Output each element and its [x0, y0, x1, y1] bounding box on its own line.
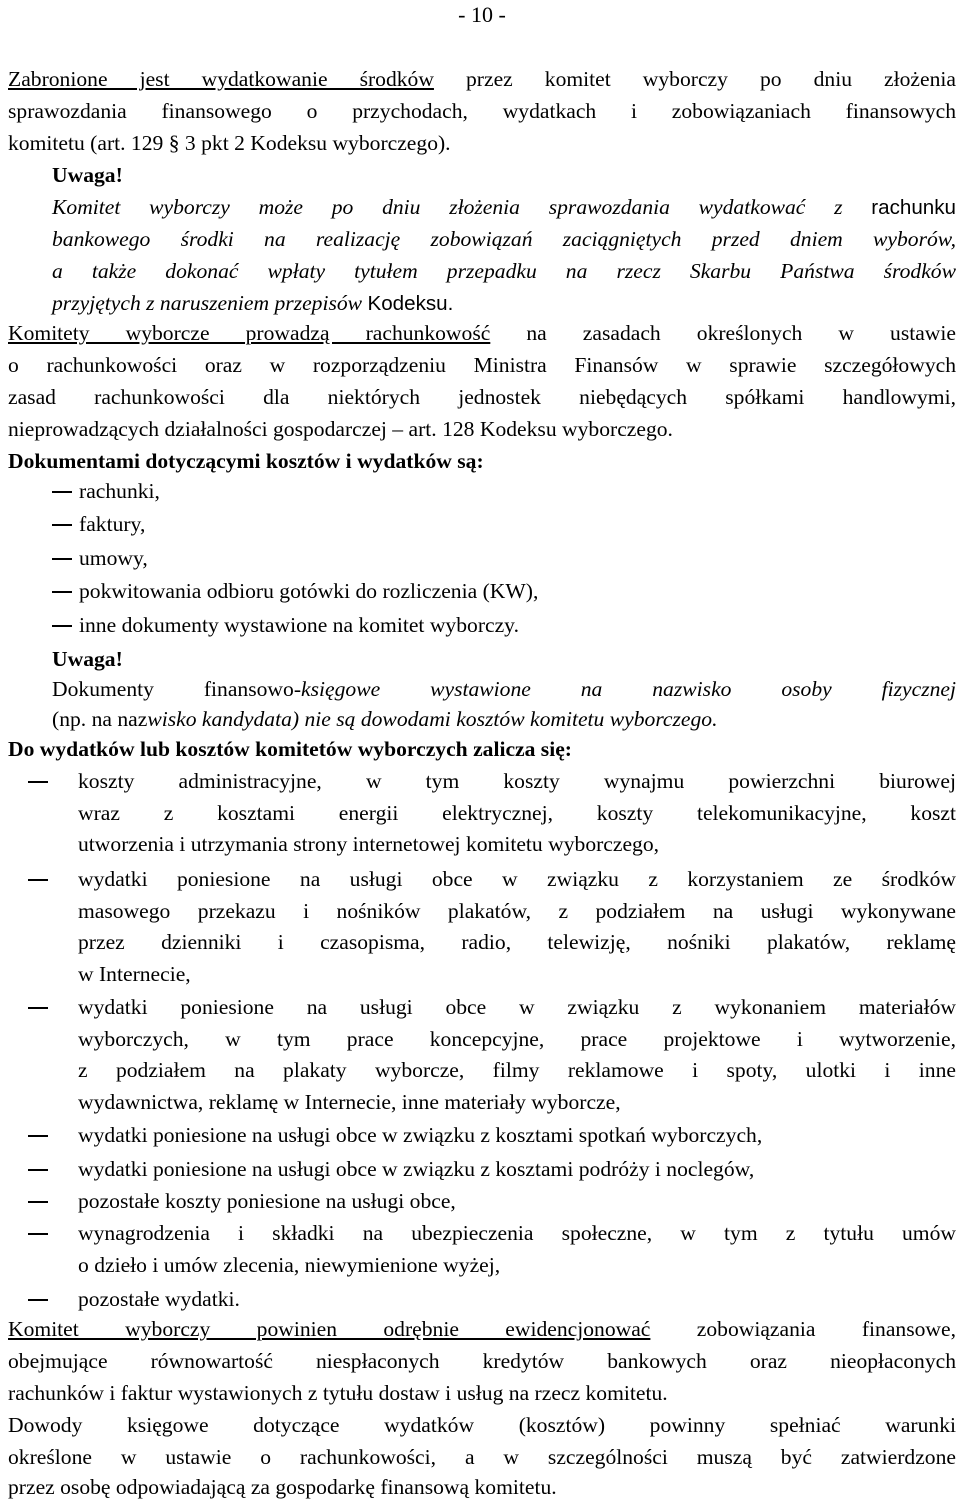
- costs-list-line: [22, 1024, 956, 1054]
- para1-line2: sprawozdania finansowego o przychodach, wydatkach i zobowiązaniach finansowych: [8, 99, 956, 123]
- dash-bullet-icon: [28, 1299, 48, 1301]
- note1-line1: [52, 192, 956, 222]
- costs-list-line: [22, 798, 956, 828]
- documents-list-item-text: faktury,: [79, 512, 146, 536]
- documents-list-item-text: inne dokumenty wystawione na komitet wyborczy.: [79, 613, 519, 637]
- para2-line3: zasad rachunkowości dla niektórych jednostek niebędących spółkami handlowymi,: [8, 385, 956, 409]
- dash-bullet-icon: [28, 879, 48, 881]
- costs-list-line: [22, 1120, 956, 1150]
- costs-list-line-text: wraz z kosztami energii elektrycznej, koszty telekomunikacyjne, koszt: [78, 800, 956, 825]
- costs-list-line-text: wydawnictwa, reklamę w Internecie, inne materiały wyborcze,: [78, 1089, 621, 1114]
- note2-line2-italic: wisko kandydata) nie są dowodami kosztów komitetu wyborczego.: [147, 707, 718, 731]
- costs-list-line-text: wynagrodzenia i składki na ubezpieczenia społeczne, w tym z tytułu umów: [78, 1221, 956, 1245]
- para1-line1-rest: przez komitet wyborczy po dniu złożenia: [433, 67, 956, 91]
- para3-line2: obejmujące równowartość niespłaconych kredytów bankowych oraz nieopłaconych: [8, 1349, 956, 1373]
- note1-line4-italic: przyjętych z naruszeniem przepisów: [52, 291, 368, 315]
- costs-list-line: [22, 1284, 956, 1314]
- para4-line1: Dowody księgowe dotyczące wydatków (kosztów) powinny spełniać warunki: [8, 1413, 956, 1437]
- dash-bullet-icon: [28, 781, 48, 783]
- documents-list-item-text: umowy,: [79, 546, 148, 570]
- note1-label: Uwaga!: [52, 163, 123, 187]
- dash-bullet-icon: [28, 1233, 48, 1235]
- documents-list-item-text: rachunki,: [79, 479, 160, 503]
- dash-bullet-icon: [52, 591, 72, 593]
- note2-line2: [52, 704, 718, 734]
- heading-documents: Dokumentami dotyczącymi kosztów i wydatków są:: [8, 449, 484, 473]
- para3-line1-rest: zobowiązania finansowe,: [650, 1317, 956, 1341]
- costs-list-line: [22, 864, 956, 894]
- dash-bullet-icon: [28, 1169, 48, 1171]
- para4-line3: przez osobę odpowiadającą za gospodarkę finansową komitetu.: [8, 1475, 557, 1499]
- note1-line1-italic: Komitet wyborczy może po dniu złożenia sprawozdania wydatkować z: [52, 195, 872, 219]
- costs-list-line-text: przez dzienniki i czasopisma, radio, telewizję, nośniki plakatów, reklamę: [78, 930, 956, 954]
- costs-list-line-text: pozostałe wydatki.: [78, 1287, 240, 1311]
- note1-line4-normal: Kodeksu.: [367, 292, 454, 315]
- note2-label: Uwaga!: [52, 647, 123, 671]
- costs-list-line-text: wydatki poniesione na usługi obce w związku z wykonaniem materiałów: [78, 995, 956, 1019]
- note1-line2: bankowego środki na realizację zobowiązań zaciągniętych przed dniem wyborów,: [52, 227, 956, 251]
- costs-list-line: [22, 927, 956, 957]
- heading-costs: Do wydatków lub kosztów komitetów wyborczych zalicza się:: [8, 737, 572, 761]
- para1-line1: [8, 64, 956, 94]
- para3-line1: [8, 1314, 956, 1344]
- costs-list-line: [22, 896, 956, 926]
- note2-line1: [52, 674, 956, 704]
- note1-line4: [52, 288, 453, 318]
- para1-line3: komitetu (art. 129 § 3 pkt 2 Kodeksu wyborczego).: [8, 131, 451, 155]
- costs-list-line: [22, 1087, 956, 1117]
- note1-line1-normal: rachunku: [871, 196, 956, 219]
- costs-list-line-text: wyborczych, w tym prace koncepcyjne, prace projektowe i wytworzenie,: [78, 1026, 956, 1051]
- page-number: - 10 -: [458, 2, 506, 27]
- para2-line2: o rachunkowości oraz w rozporządzeniu Ministra Finansów w sprawie szczegółowych: [8, 353, 956, 377]
- para1-underlined: Zabronione jest wydatkowanie środków: [8, 67, 434, 91]
- costs-list-line-text: z podziałem na plakaty wyborcze, filmy reklamowe i spoty, ulotki i inne: [78, 1058, 956, 1082]
- costs-list-line: [22, 992, 956, 1022]
- note2-line1-normal: Dokumenty finansowo-: [52, 677, 302, 701]
- note2-line1-italic: księgowe wystawione na nazwisko osoby fizycznej: [301, 677, 956, 701]
- documents-list-item-text: pokwitowania odbioru gotówki do rozliczenia (KW),: [79, 579, 539, 603]
- costs-list-line-text: masowego przekazu i nośników plakatów, z podziałem na usługi wykonywane: [78, 898, 956, 923]
- dash-bullet-icon: [52, 558, 72, 560]
- costs-list-line: [22, 959, 956, 989]
- costs-list-line-text: koszty administracyjne, w tym koszty wynajmu powierzchni biurowej: [78, 769, 956, 793]
- para4-line2: określone w ustawie o rachunkowości, a w szczególności muszą być zatwierdzone: [8, 1445, 956, 1469]
- dash-bullet-icon: [28, 1201, 48, 1203]
- para2-underlined: Komitety wyborcze prowadzą rachunkowość: [8, 321, 491, 345]
- costs-list-line-text: wydatki poniesione na usługi obce w związku z kosztami spotkań wyborczych,: [78, 1123, 763, 1147]
- note2-line2-normal: (np. na naz: [52, 707, 148, 731]
- para2-line4: nieprowadzących działalności gospodarczej – art. 128 Kodeksu wyborczego.: [8, 417, 673, 441]
- para2-line1-rest: na zasadach określonych w ustawie: [490, 321, 956, 345]
- costs-list-line-text: wydatki poniesione na usługi obce w związku z korzystaniem ze środków: [78, 867, 956, 891]
- costs-list-line: [22, 1055, 956, 1085]
- costs-list-line: [22, 829, 956, 859]
- costs-list-line-text: utworzenia i utrzymania strony internetowej komitetu wyborczego,: [78, 832, 660, 856]
- dash-bullet-icon: [52, 524, 72, 526]
- costs-list-line: [22, 1154, 956, 1184]
- costs-list-line-text: pozostałe koszty poniesione na usługi obce,: [78, 1189, 456, 1213]
- note1-line3: a także dokonać wpłaty tytułem przepadku na rzecz Skarbu Państwa środków: [52, 259, 956, 283]
- dash-bullet-icon: [28, 1135, 48, 1137]
- costs-list-line-text: o dzieło i umów zlecenia, niewymienione wyżej,: [78, 1252, 501, 1277]
- dash-bullet-icon: [52, 625, 72, 627]
- costs-list-line-text: wydatki poniesione na usługi obce w związku z kosztami podróży i noclegów,: [78, 1157, 755, 1181]
- para2-line1: [8, 318, 956, 348]
- para3-line3: rachunków i faktur wystawionych z tytułu dostaw i usług na rzecz komitetu.: [8, 1381, 668, 1405]
- costs-list-line: [22, 1186, 956, 1216]
- costs-list-line: [22, 766, 956, 796]
- costs-list-line: [22, 1218, 956, 1248]
- costs-list-line: [22, 1250, 956, 1280]
- costs-list-line-text: w Internecie,: [78, 961, 191, 986]
- dash-bullet-icon: [28, 1007, 48, 1009]
- dash-bullet-icon: [52, 491, 72, 493]
- para3-underlined: Komitet wyborczy powinien odrębnie ewidencjonować: [8, 1317, 651, 1341]
